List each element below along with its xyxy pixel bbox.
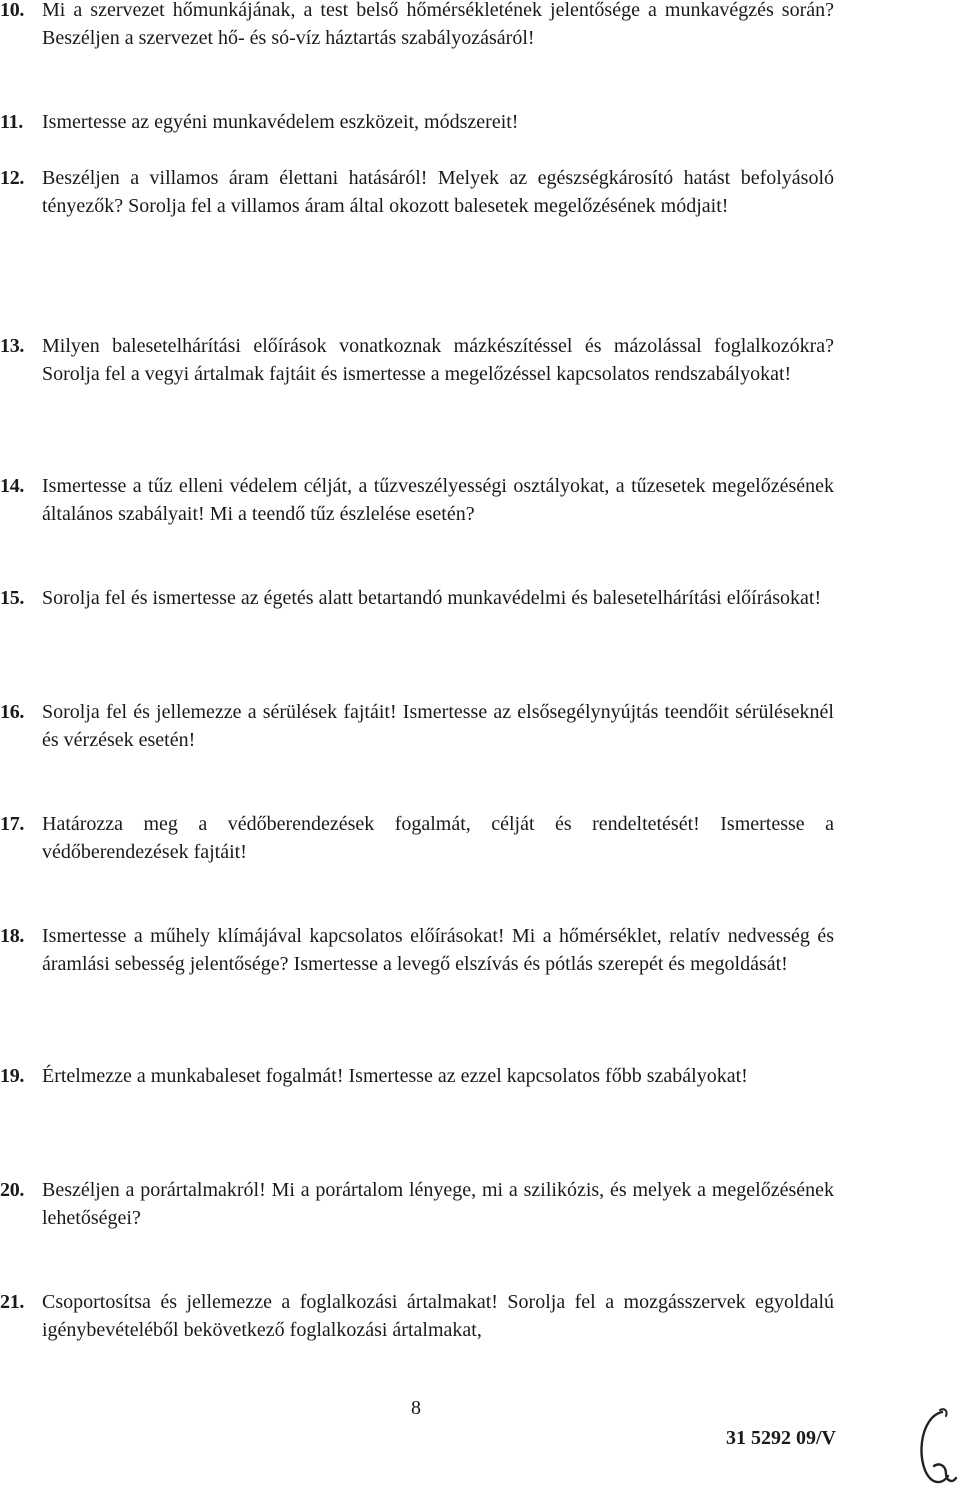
question-text: Csoportosítsa és jellemezze a foglalkozási ártalmakat! Sorolja fel a mozgásszervek egyoldalú igénybevételéből bekövetkező foglalkozási ártalmakat,	[42, 1291, 834, 1341]
question-number: 20.	[0, 1179, 25, 1201]
question-text: Ismertesse a műhely klímájával kapcsolatos előírásokat! Mi a hőmérséklet, relatív nedvesség és áramlási sebesség jelentősége? Ismertesse a levegő elszívás és pótlás szerepét és megoldását!	[42, 925, 834, 975]
question-number: 16.	[0, 701, 25, 723]
question-number: 15.	[0, 587, 25, 609]
question-number: 19.	[0, 1065, 25, 1087]
question-number: 13.	[0, 335, 25, 357]
question-11	[0, 108, 834, 136]
question-21	[0, 1288, 834, 1344]
question-text: Határozza meg a védőberendezések fogalmát, célját és rendeltetését! Ismertesse a védőberendezések fajtáit!	[42, 813, 834, 863]
question-16	[0, 698, 834, 754]
document-code: 31 5292 09/V	[726, 1427, 836, 1449]
question-text: Mi a szervezet hőmunkájának, a test belső hőmérsékletének jelentősége a munkavégzés során? Beszéljen a szervezet hő- és só-víz háztartás szabályozásáról!	[42, 0, 834, 49]
question-14	[0, 472, 834, 528]
question-number: 10.	[0, 0, 25, 21]
page-number: 8	[411, 1397, 421, 1419]
question-text: Beszéljen a porártalmakról! Mi a porártalom lényege, mi a szilikózis, és melyek a megelőzésének lehetőségei?	[42, 1179, 834, 1229]
question-15	[0, 584, 834, 612]
question-text: Ismertesse az egyéni munkavédelem eszközeit, módszereit!	[42, 111, 519, 133]
question-text: Értelmezze a munkabaleset fogalmát! Ismertesse az ezzel kapcsolatos főbb szabályokat!	[42, 1065, 748, 1087]
question-number: 12.	[0, 167, 25, 189]
question-number: 17.	[0, 813, 25, 835]
question-19	[0, 1062, 834, 1090]
handwritten-signature	[912, 1404, 958, 1488]
question-number: 11.	[0, 111, 23, 133]
question-number: 21.	[0, 1291, 25, 1313]
question-text: Milyen balesetelhárítási előírások vonatkoznak mázkészítéssel és mázolással foglalkozókra? Sorolja fel a vegyi ártalmak fajtáit és ismertesse a megelőzéssel kapcsolatos rendszabályokat!	[42, 335, 834, 385]
question-12	[0, 164, 834, 220]
question-20	[0, 1176, 834, 1232]
question-10	[0, 0, 834, 52]
question-text: Beszéljen a villamos áram élettani hatásáról! Melyek az egészségkárosító hatást befolyásoló tényezők? Sorolja fel a villamos áram által okozott balesetek megelőzésének módjait!	[42, 167, 834, 217]
question-number: 14.	[0, 475, 25, 497]
question-number: 18.	[0, 925, 25, 947]
question-text: Sorolja fel és ismertesse az égetés alatt betartandó munkavédelmi és balesetelhárítási előírásokat!	[42, 587, 822, 609]
question-13	[0, 332, 834, 388]
question-text: Sorolja fel és jellemezze a sérülések fajtáit! Ismertesse az elsősegélynyújtás teendőit sérüléseknél és vérzések esetén!	[42, 701, 834, 751]
question-text: Ismertesse a tűz elleni védelem célját, a tűzveszélyességi osztályokat, a tűzesetek megelőzésének általános szabályait! Mi a teendő tűz észlelése esetén?	[42, 475, 834, 525]
question-17	[0, 810, 834, 866]
question-18	[0, 922, 834, 978]
